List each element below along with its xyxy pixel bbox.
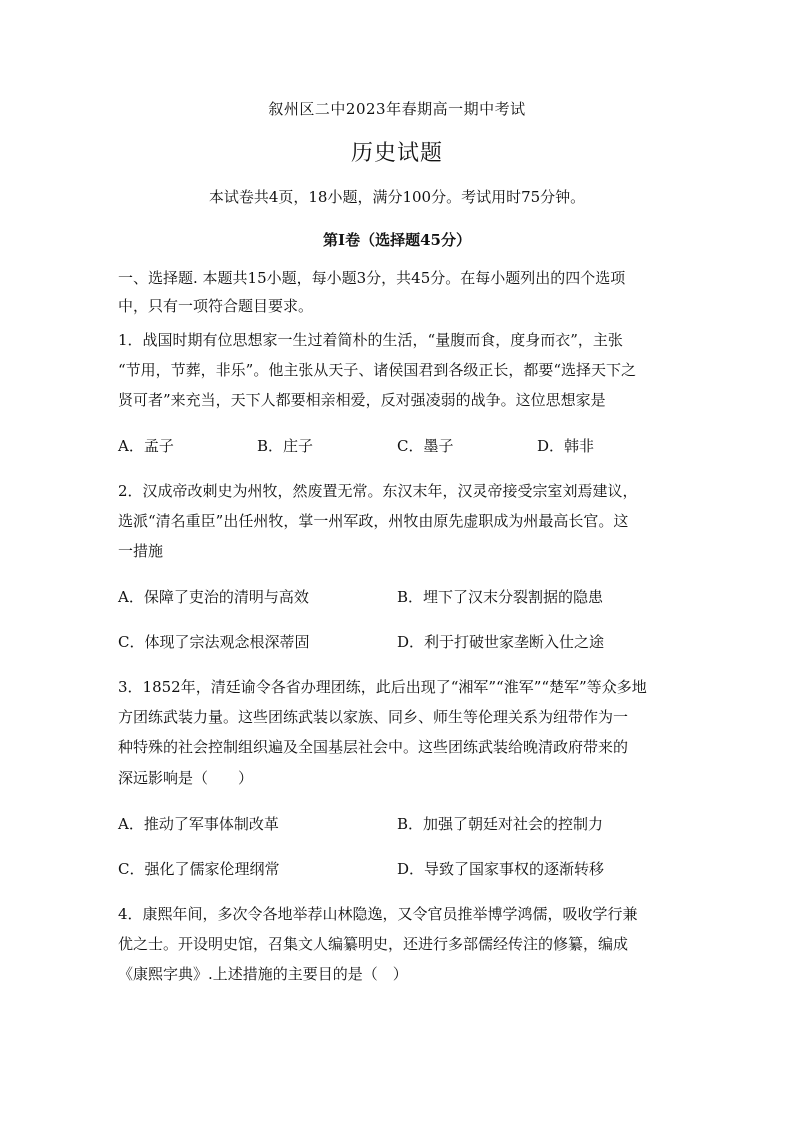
instructions-line-2: 中，只有一项符合题目要求。 [118,297,314,315]
instructions-line-1: 一、选择题. 本题共15小题，每小题3分，共45分。在每小题列出的四个选项 [118,269,626,287]
question-3-option-d[interactable]: D．导致了国家事权的逐渐转移 [397,860,605,878]
question-2-option-d[interactable]: D．利于打破世家垄断入仕之途 [397,633,605,651]
exam-intro: 本试卷共4页，18小题，满分100分。考试用时75分钟。 [208,188,586,206]
question-2-line-3: 一措施 [118,542,164,560]
subject-title: 历史试题 [350,141,443,166]
question-1-option-c[interactable]: C．墨子 [397,437,454,455]
question-3-option-c[interactable]: C．强化了儒家伦理纲常 [118,860,280,878]
question-4-line-1: 4．康熙年间，多次令各地举荐山林隐逸，又令官员推举博学鸿儒，吸收学行兼 [118,905,638,923]
question-2-line-2: 选派“清名重臣”出任州牧，掌一州军政，州牧由原先虚职成为州最高长官。这 [118,512,629,530]
question-1-line-1: 1．战国时期有位思想家一生过着简朴的生活，“量腹而食，度身而衣”，主张 [118,331,623,349]
question-2-line-1: 2．汉成帝改刺史为州牧，然废置无常。东汉末年，汉灵帝接受宗室刘焉建议， [118,482,638,500]
question-3-option-a[interactable]: A．推动了军事体制改革 [118,815,279,833]
question-3-line-3: 种特殊的社会控制组织遍及全国基层社会中。这些团练武装给晚清政府带来的 [118,738,629,756]
question-1-option-a[interactable]: A．孟子 [118,437,174,455]
section-title: 第Ⅰ卷（选择题45分） [323,231,471,249]
question-1-option-b[interactable]: B．庄子 [257,437,314,455]
question-2-option-b[interactable]: B．埋下了汉末分裂割据的隐患 [397,588,604,606]
question-4-line-2: 优之士。开设明史馆，召集文人编纂明史，还进行多部儒经传注的修纂，编成 [118,935,629,953]
school-exam-title: 叙州区二中2023年春期高一期中考试 [268,100,526,118]
question-4-line-3: 《康熙字典》.上述措施的主要目的是（ ） [118,965,408,983]
question-1-option-d[interactable]: D．韩非 [537,437,595,455]
question-3-line-4: 深远影响是（ ） [118,769,254,787]
question-3-line-2: 方团练武装力量。这些团练武装以家族、同乡、师生等伦理关系为纽带作为一 [118,708,629,726]
question-3-option-b[interactable]: B．加强了朝廷对社会的控制力 [397,815,604,833]
question-2-option-a[interactable]: A．保障了吏治的清明与高效 [118,588,309,606]
question-1-line-2: “节用，节葬，非乐”。他主张从天子、诸侯国君到各级正长，都要“选择天下之 [118,361,637,379]
question-3-line-1: 3．1852年，清廷谕令各省办理团练，此后出现了“湘军”“淮军”“楚军”等众多地 [118,678,647,696]
question-1-line-3: 贤可者”来充当，天下人都要相亲相爱，反对强凌弱的战争。这位思想家是 [118,391,606,409]
question-2-option-c[interactable]: C．体现了宗法观念根深蒂固 [118,633,310,651]
